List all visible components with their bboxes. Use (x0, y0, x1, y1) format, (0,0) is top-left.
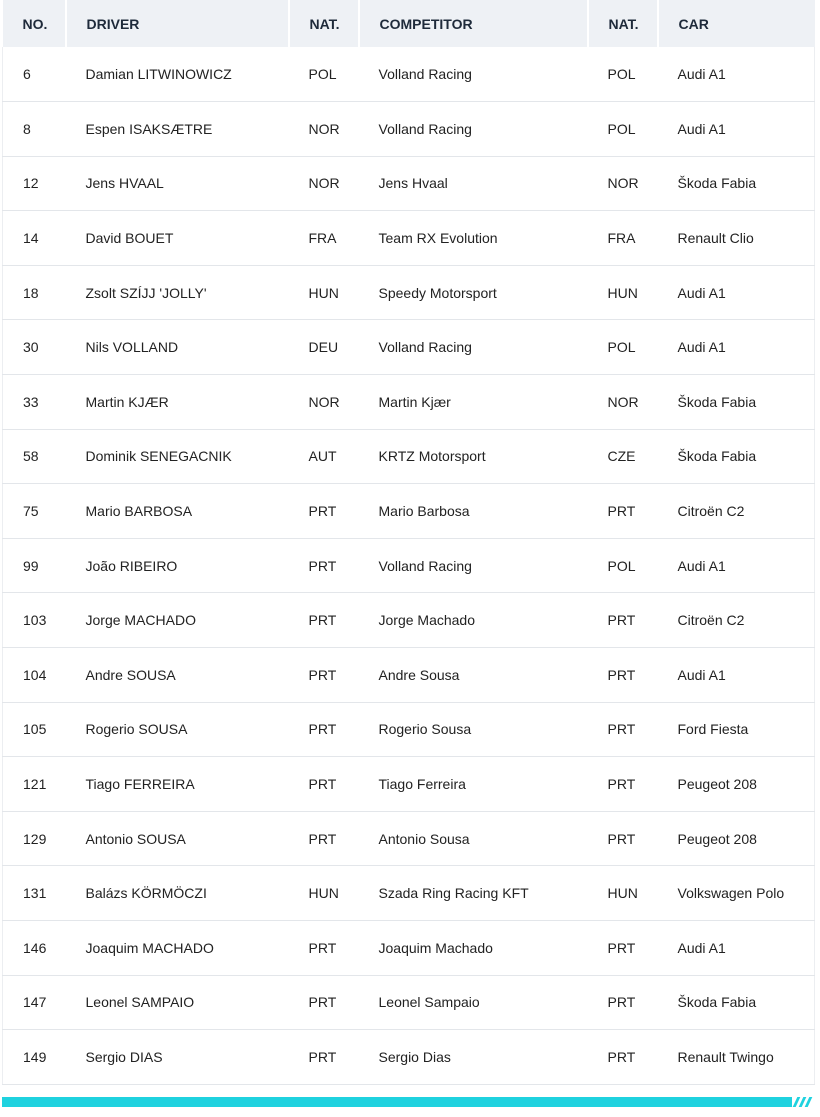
cell-car: Škoda Fabia (658, 375, 815, 430)
table-row (3, 47, 815, 102)
cell-car: Audi A1 (658, 47, 815, 102)
cell-no: 12 (3, 156, 66, 211)
header-driver: DRIVER (66, 0, 289, 47)
cell-competitor: Joaquim Machado (359, 921, 588, 976)
cell-no: 146 (3, 921, 66, 976)
cell-car: Peugeot 208 (658, 757, 815, 812)
cell-competitor: Szada Ring Racing KFT (359, 866, 588, 921)
cell-competitor-nat: POL (588, 47, 658, 102)
cell-competitor: Mario Barbosa (359, 484, 588, 539)
cell-competitor: Sergio Dias (359, 1030, 588, 1085)
cell-no: 104 (3, 648, 66, 703)
cell-car: Peugeot 208 (658, 811, 815, 866)
header-no: NO. (3, 0, 66, 47)
table-row (3, 921, 815, 976)
cell-competitor-nat: NOR (588, 375, 658, 430)
cell-driver: Balázs KÖRMÖCZI (66, 866, 289, 921)
header-car: CAR (658, 0, 815, 47)
cell-car: Renault Clio (658, 211, 815, 266)
table-row (3, 1030, 815, 1085)
cell-competitor-nat: POL (588, 538, 658, 593)
cell-competitor: Martin Kjær (359, 375, 588, 430)
table-body (3, 47, 815, 1084)
table-header (3, 0, 815, 47)
cell-no: 129 (3, 811, 66, 866)
table-row (3, 648, 815, 703)
cell-competitor: Antonio Sousa (359, 811, 588, 866)
cell-competitor-nat: PRT (588, 648, 658, 703)
cell-driver: Sergio DIAS (66, 1030, 289, 1085)
accent-bar (2, 1097, 792, 1107)
cell-driver-nat: PRT (289, 1030, 359, 1085)
header-driver-nat: NAT. (289, 0, 359, 47)
cell-competitor-nat: PRT (588, 921, 658, 976)
cell-driver-nat: POL (289, 47, 359, 102)
header-competitor: COMPETITOR (359, 0, 588, 47)
cell-competitor-nat: FRA (588, 211, 658, 266)
cell-driver-nat: PRT (289, 921, 359, 976)
cell-no: 8 (3, 102, 66, 157)
cell-car: Škoda Fabia (658, 429, 815, 484)
cell-driver-nat: PRT (289, 593, 359, 648)
cell-car: Audi A1 (658, 538, 815, 593)
cell-driver-nat: HUN (289, 866, 359, 921)
cell-competitor: KRTZ Motorsport (359, 429, 588, 484)
cell-competitor-nat: PRT (588, 975, 658, 1030)
cell-competitor: Speedy Motorsport (359, 265, 588, 320)
cell-driver: Tiago FERREIRA (66, 757, 289, 812)
cell-driver: Espen ISAKSÆTRE (66, 102, 289, 157)
cell-competitor-nat: PRT (588, 702, 658, 757)
cell-no: 103 (3, 593, 66, 648)
table-row (3, 975, 815, 1030)
cell-no: 18 (3, 265, 66, 320)
cell-no: 30 (3, 320, 66, 375)
cell-no: 121 (3, 757, 66, 812)
cell-driver-nat: FRA (289, 211, 359, 266)
table-row (3, 484, 815, 539)
cell-car: Renault Twingo (658, 1030, 815, 1085)
cell-competitor-nat: PRT (588, 484, 658, 539)
cell-driver: Antonio SOUSA (66, 811, 289, 866)
cell-no: 99 (3, 538, 66, 593)
table-row (3, 811, 815, 866)
cell-competitor-nat: NOR (588, 156, 658, 211)
cell-competitor: Volland Racing (359, 102, 588, 157)
cell-driver: Jorge MACHADO (66, 593, 289, 648)
cell-no: 131 (3, 866, 66, 921)
cell-competitor: Jens Hvaal (359, 156, 588, 211)
cell-driver: David BOUET (66, 211, 289, 266)
cell-no: 105 (3, 702, 66, 757)
cell-driver-nat: DEU (289, 320, 359, 375)
cell-driver-nat: PRT (289, 975, 359, 1030)
cell-competitor: Rogerio Sousa (359, 702, 588, 757)
cell-competitor: Jorge Machado (359, 593, 588, 648)
table-row (3, 265, 815, 320)
cell-no: 6 (3, 47, 66, 102)
cell-competitor-nat: PRT (588, 593, 658, 648)
cell-car: Volkswagen Polo (658, 866, 815, 921)
cell-competitor: Leonel Sampaio (359, 975, 588, 1030)
table-row (3, 538, 815, 593)
cell-car: Škoda Fabia (658, 975, 815, 1030)
cell-car: Audi A1 (658, 102, 815, 157)
cell-driver: Mario BARBOSA (66, 484, 289, 539)
table-row (3, 702, 815, 757)
cell-driver-nat: PRT (289, 757, 359, 812)
cell-no: 147 (3, 975, 66, 1030)
header-row (3, 0, 815, 47)
cell-car: Citroën C2 (658, 593, 815, 648)
cell-competitor: Volland Racing (359, 320, 588, 375)
table-row (3, 102, 815, 157)
cell-driver-nat: NOR (289, 102, 359, 157)
cell-no: 75 (3, 484, 66, 539)
cell-competitor-nat: POL (588, 102, 658, 157)
table-row (3, 866, 815, 921)
cell-no: 149 (3, 1030, 66, 1085)
cell-driver-nat: PRT (289, 702, 359, 757)
cell-competitor: Andre Sousa (359, 648, 588, 703)
cell-driver-nat: HUN (289, 265, 359, 320)
cell-driver-nat: AUT (289, 429, 359, 484)
cell-competitor-nat: POL (588, 320, 658, 375)
cell-driver: Jens HVAAL (66, 156, 289, 211)
cell-car: Audi A1 (658, 921, 815, 976)
table-row (3, 757, 815, 812)
cell-competitor: Volland Racing (359, 47, 588, 102)
table-row (3, 593, 815, 648)
cell-competitor-nat: HUN (588, 265, 658, 320)
table-row (3, 211, 815, 266)
cell-driver-nat: NOR (289, 375, 359, 430)
cell-driver-nat: PRT (289, 648, 359, 703)
cell-competitor-nat: PRT (588, 757, 658, 812)
cell-competitor-nat: CZE (588, 429, 658, 484)
cell-driver: Nils VOLLAND (66, 320, 289, 375)
cell-car: Audi A1 (658, 648, 815, 703)
cell-driver: Rogerio SOUSA (66, 702, 289, 757)
cell-driver-nat: PRT (289, 811, 359, 866)
table-row (3, 156, 815, 211)
cell-driver: Leonel SAMPAIO (66, 975, 289, 1030)
cell-driver-nat: NOR (289, 156, 359, 211)
cell-no: 58 (3, 429, 66, 484)
cell-competitor: Volland Racing (359, 538, 588, 593)
cell-no: 14 (3, 211, 66, 266)
header-competitor-nat: NAT. (588, 0, 658, 47)
cell-driver: Zsolt SZÍJJ 'JOLLY' (66, 265, 289, 320)
cell-driver-nat: PRT (289, 538, 359, 593)
cell-driver: João RIBEIRO (66, 538, 289, 593)
cell-car: Ford Fiesta (658, 702, 815, 757)
accent-bar-stripes (792, 1097, 814, 1107)
cell-driver: Andre SOUSA (66, 648, 289, 703)
cell-car: Škoda Fabia (658, 156, 815, 211)
cell-driver: Martin KJÆR (66, 375, 289, 430)
table-row (3, 320, 815, 375)
cell-driver: Dominik SENEGACNIK (66, 429, 289, 484)
cell-competitor: Team RX Evolution (359, 211, 588, 266)
table-row (3, 429, 815, 484)
cell-driver: Damian LITWINOWICZ (66, 47, 289, 102)
cell-no: 33 (3, 375, 66, 430)
cell-driver-nat: PRT (289, 484, 359, 539)
cell-car: Audi A1 (658, 320, 815, 375)
cell-competitor: Tiago Ferreira (359, 757, 588, 812)
cell-driver: Joaquim MACHADO (66, 921, 289, 976)
cell-competitor-nat: PRT (588, 811, 658, 866)
cell-competitor-nat: HUN (588, 866, 658, 921)
table-row (3, 375, 815, 430)
cell-competitor-nat: PRT (588, 1030, 658, 1085)
cell-car: Audi A1 (658, 265, 815, 320)
entry-list-table (2, 0, 815, 1085)
cell-car: Citroën C2 (658, 484, 815, 539)
